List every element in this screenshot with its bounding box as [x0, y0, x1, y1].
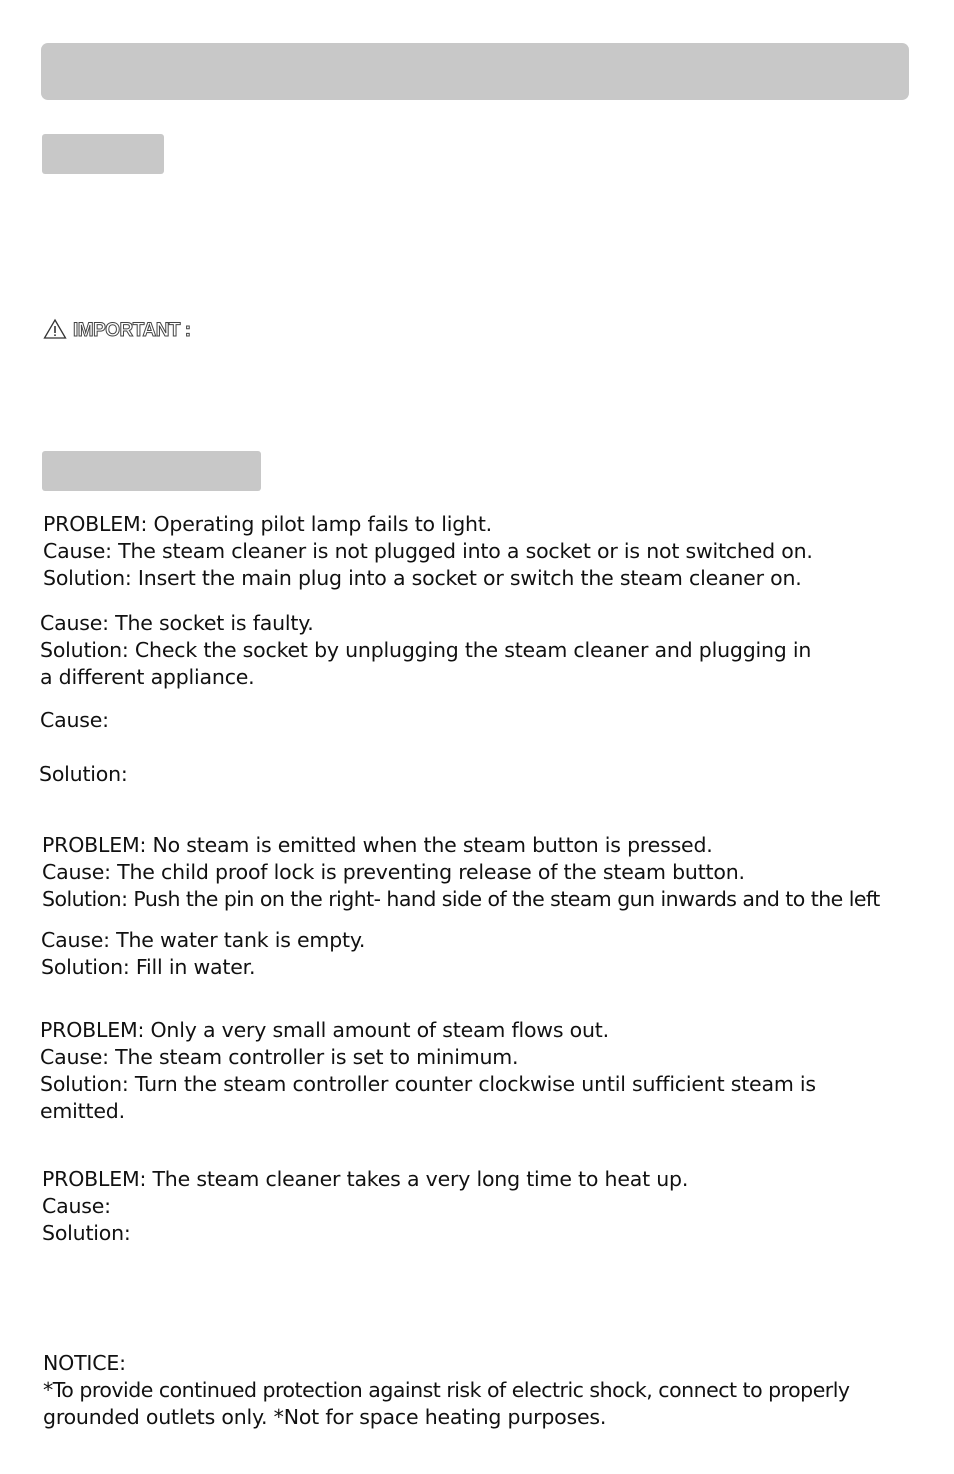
cause-text: Cause: [42, 1194, 111, 1218]
solution-text: Solution: Insert the main plug into a socket or switch the steam cleaner on. [43, 566, 802, 590]
problem-text: PROBLEM: Operating pilot lamp fails to light. [43, 512, 492, 536]
page-header-bar [41, 43, 909, 100]
problem-text: PROBLEM: The steam cleaner takes a very long time to heat up. [42, 1167, 689, 1191]
troubleshooting-heading-bar [42, 451, 261, 491]
cause-text: Cause: [40, 708, 109, 732]
notice-title: NOTICE: [43, 1351, 126, 1375]
notice-text: grounded outlets only. *Not for space heating purposes. [43, 1405, 607, 1429]
warning-triangle-icon [43, 318, 67, 344]
solution-text-continued: emitted. [40, 1099, 125, 1123]
cause-text: Cause: The water tank is empty. [41, 928, 366, 952]
cause-text: Cause: The steam controller is set to minimum. [40, 1045, 519, 1069]
cause-text: Cause: The child proof lock is preventing release of the steam button. [42, 860, 745, 884]
important-label: IMPORTANT : [73, 320, 191, 341]
important-notice [43, 318, 191, 344]
problem-text: PROBLEM: No steam is emitted when the steam button is pressed. [42, 833, 713, 857]
solution-text-continued: a different appliance. [40, 665, 255, 689]
solution-text: Solution: Fill in water. [41, 955, 256, 979]
solution-text: Solution: Check the socket by unplugging the steam cleaner and plugging in [40, 638, 812, 662]
notice-text: *To provide continued protection against risk of electric shock, connect to properly [43, 1378, 850, 1402]
cause-text: Cause: The steam cleaner is not plugged into a socket or is not switched on. [43, 539, 813, 563]
cause-text: Cause: The socket is faulty. [40, 611, 314, 635]
section-heading-bar [42, 134, 164, 174]
solution-text: Solution: Push the pin on the right- hand side of the steam gun inwards and to the left [42, 887, 880, 911]
solution-text: Solution: [42, 1221, 131, 1245]
solution-text: Solution: Turn the steam controller counter clockwise until sufficient steam is [40, 1072, 816, 1096]
solution-text: Solution: [39, 762, 128, 786]
problem-text: PROBLEM: Only a very small amount of steam flows out. [40, 1018, 609, 1042]
